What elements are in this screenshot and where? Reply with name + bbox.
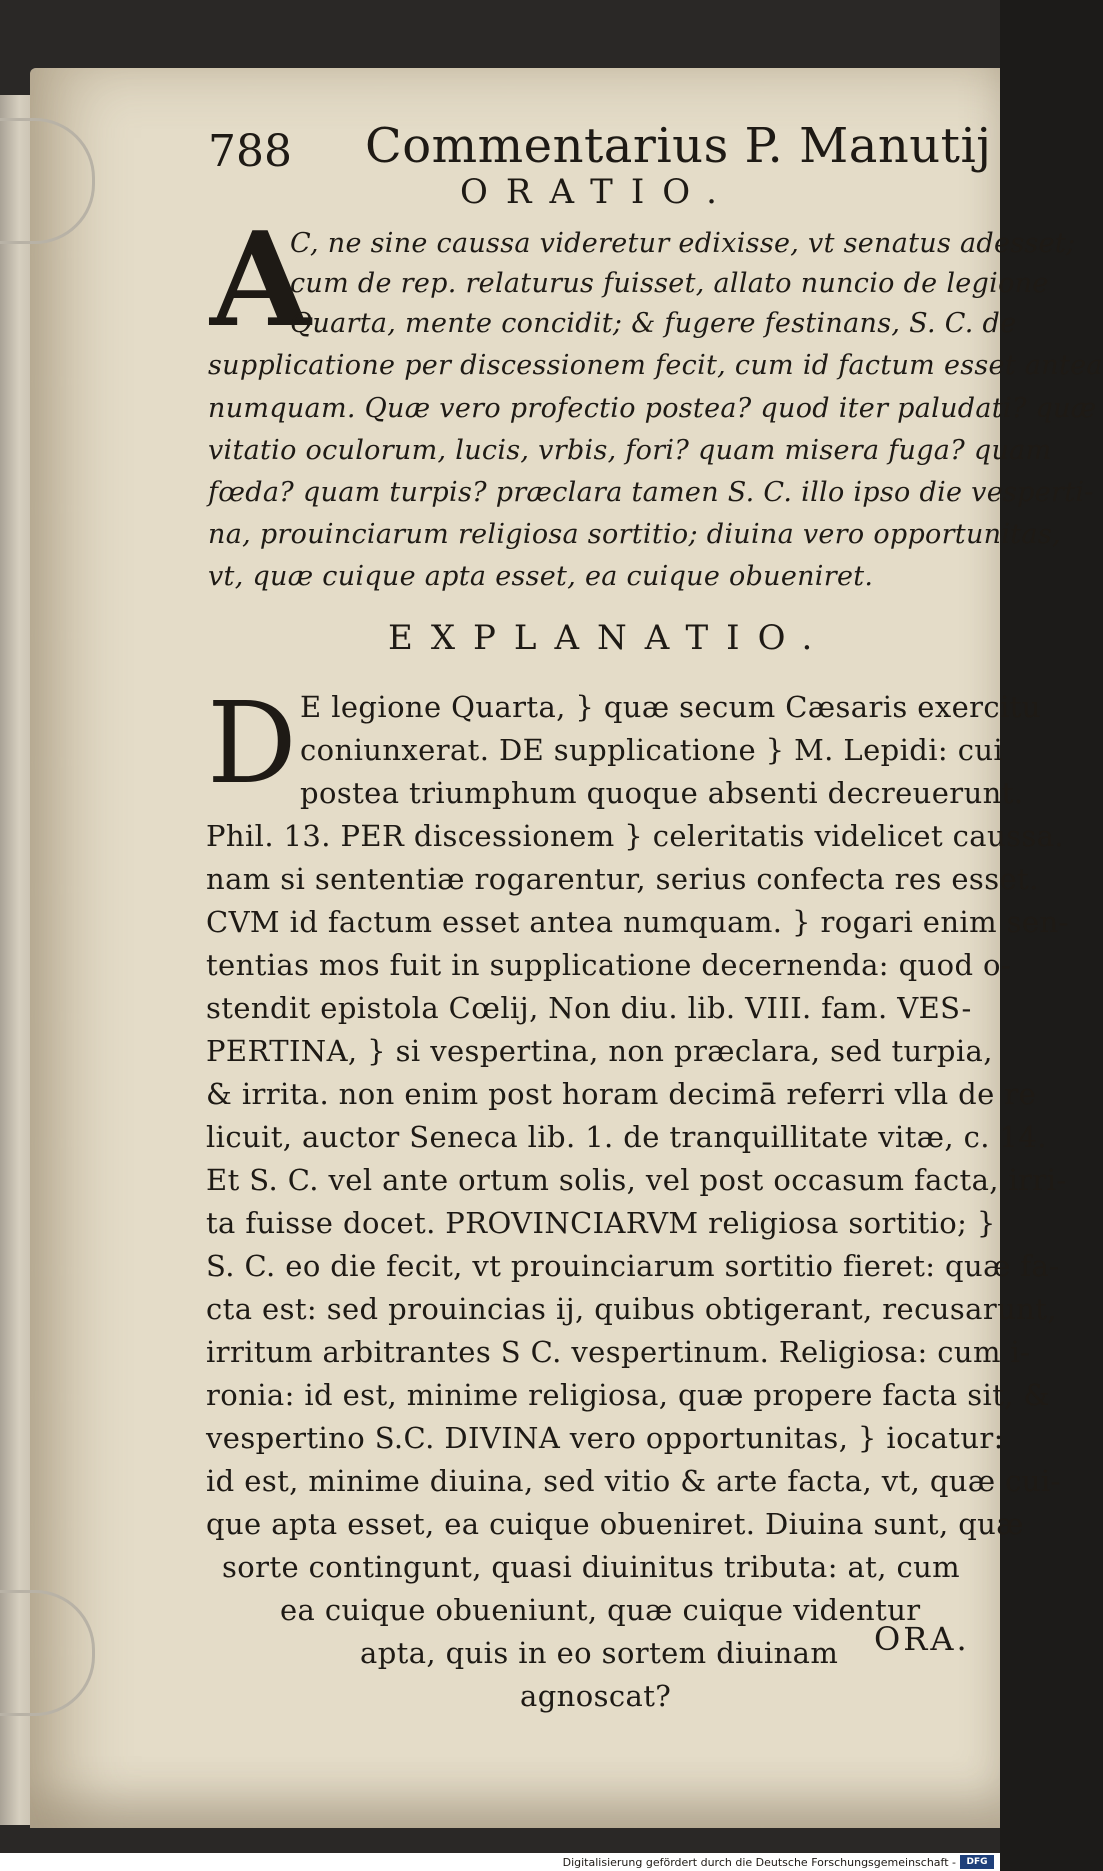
page-number: 788 <box>208 126 292 177</box>
explanatio-line: stendit epistola Cœlij, Non diu. lib. VIII. fam. VES- <box>206 991 972 1025</box>
explanatio-line: licuit, auctor Seneca lib. 1. de tranquillitate vitæ, c. 14. <box>206 1120 1047 1154</box>
explanatio-line: cta est: sed prouincias ij, quibus obtigerant, recusarunt, <box>206 1292 1057 1326</box>
explanatio-line: & irrita. non enim post horam decimā referri vlla de re <box>206 1077 1037 1111</box>
explanatio-line: S. C. eo die fecit, vt prouinciarum sortitio fieret: quæ fa- <box>206 1249 1060 1283</box>
oratio-line: fœda? quam turpis? præclara tamen S. C. illo ipso die vesperti- <box>208 477 1094 508</box>
section-heading-explanatio: EXPLANATIO. <box>388 618 831 658</box>
explanatio-line: E legione Quarta, } quæ secum Cæsaris exercitu <box>300 690 1041 724</box>
oratio-line: Quarta, mente concidit; & fugere festinans, S. C. de <box>290 308 1017 339</box>
explanatio-line: coniunxerat. DE supplicatione } M. Lepidi: cui <box>300 733 1004 767</box>
explanatio-line: CVM id factum esset antea numquam. } rogari enim sen- <box>206 905 1069 939</box>
dfg-logo-icon[interactable]: DFG <box>960 1855 994 1869</box>
explanatio-line: sorte contingunt, quasi diuinitus tributa: at, cum <box>222 1550 961 1584</box>
explanatio-line: tentias mos fuit in supplicatione decernenda: quod o- <box>206 948 1012 982</box>
dropcap-a: A <box>210 203 311 356</box>
explanatio-line: Phil. 13. PER discessionem } celeritatis videlicet caussa. <box>206 819 1064 853</box>
explanatio-line: ta fuisse docet. PROVINCIARVM religiosa sortitio; } <box>206 1206 996 1240</box>
explanatio-line: apta, quis in eo sortem diuinam <box>360 1636 839 1670</box>
running-head: Commentarius P. Manutij <box>365 118 992 174</box>
dropcap-d: D <box>207 679 297 809</box>
explanatio-line: agnoscat? <box>520 1679 672 1713</box>
explanatio-line: Et S. C. vel ante ortum solis, vel post occasum facta, irri- <box>206 1163 1067 1197</box>
oratio-line: vt, quæ cuique apta esset, ea cuique obueniret. <box>208 561 874 592</box>
explanatio-line: id est, minime diuina, sed vitio & arte facta, vt, quæ cui- <box>206 1464 1061 1498</box>
oratio-line: C, ne sine caussa videretur edixisse, vt senatus adesset; <box>290 228 1076 259</box>
explanatio-line: postea triumphum quoque absenti decreuerunt. <box>300 776 1024 810</box>
explanatio-line: irritum arbitrantes S C. vespertinum. Religiosa: cum i- <box>206 1335 1031 1369</box>
explanatio-line: nam si sententiæ rogarentur, serius confecta res esset. <box>206 862 1039 896</box>
section-heading-oratio: ORATIO. <box>460 172 735 212</box>
explanatio-line: ronia: id est, minime religiosa, quæ propere facta sit, & <box>206 1378 1050 1412</box>
explanatio-line: ea cuique obueniunt, quæ cuique videntur <box>280 1593 921 1627</box>
catchword: ORA. <box>874 1620 970 1658</box>
oratio-line: na, prouinciarum religiosa sortitio; diuina vero opportunitas, <box>208 519 1061 550</box>
oratio-line: cum de rep. relaturus fuisset, allato nuncio de legione <box>290 268 1049 299</box>
oratio-line: numquam. Quæ vero profectio postea? quod iter paludati? quæ <box>208 393 1097 424</box>
explanatio-line: PERTINA, } si vespertina, non præclara, sed turpia, <box>206 1034 993 1068</box>
footer-credit: Digitalisierung gefördert durch die Deutsche Forschungsgemeinschaft - <box>562 1856 956 1869</box>
oratio-line: vitatio oculorum, lucis, vrbis, fori? quam misera fuga? quam <box>208 435 1052 466</box>
explanatio-line: vespertino S.C. DIVINA vero opportunitas, } iocatur: <box>206 1421 1004 1455</box>
oratio-line: supplicatione per discessionem fecit, cum id factum esset antea <box>208 350 1103 381</box>
explanatio-line: que apta esset, ea cuique obueniret. Diuina sunt, quæ <box>206 1507 1024 1541</box>
